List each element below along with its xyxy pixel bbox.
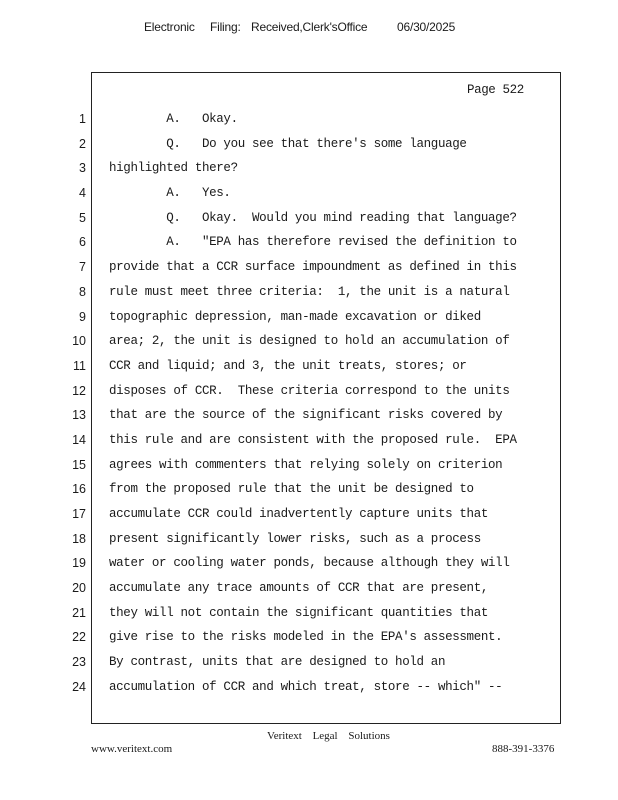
transcript-line: give rise to the risks modeled in the EPA's assessment. <box>109 630 503 645</box>
transcript-line: accumulate any trace amounts of CCR that are present, <box>109 581 489 596</box>
transcript-line: topographic depression, man-made excavation or diked <box>109 309 481 324</box>
transcript-line: Q. Do you see that there's some language <box>109 136 467 151</box>
line-number: 10 <box>72 334 86 349</box>
footer-company-word-3: Solutions <box>348 730 390 742</box>
line-number: 4 <box>79 186 86 201</box>
transcript-line: provide that a CCR surface impoundment as defined in this <box>109 260 517 275</box>
line-number: 21 <box>72 605 86 620</box>
line-number: 5 <box>79 210 86 225</box>
transcript-line: accumulate CCR could inadvertently capture units that <box>109 507 489 521</box>
footer-website: www.veritext.com <box>91 743 173 755</box>
line-number: 9 <box>79 309 86 324</box>
header-date: 06/30/2025 <box>397 20 456 34</box>
footer-company-word-1: Veritext <box>267 730 302 742</box>
line-number: 17 <box>72 507 86 521</box>
line-number: 3 <box>79 161 86 176</box>
transcript-line: highlighted there? <box>109 161 238 176</box>
line-number: 15 <box>72 457 86 472</box>
transcript-line: agrees with commenters that relying solely on criterion <box>109 457 503 472</box>
transcript-line: A. Yes. <box>109 186 231 201</box>
transcript-line: CCR and liquid; and 3, the unit treats, stores; or <box>109 358 467 373</box>
transcript-line: this rule and are consistent with the proposed rule. EPA <box>109 432 517 447</box>
footer-company-word-2: Legal <box>312 730 338 742</box>
footer-phone: 888-391-3376 <box>492 743 555 755</box>
transcript-line: water or cooling water ponds, because although they will <box>109 556 510 571</box>
line-number: 20 <box>72 581 86 596</box>
line-number: 19 <box>72 556 86 571</box>
header-received: Received,Clerk'sOffice <box>251 20 368 34</box>
transcript-line: disposes of CCR. These criteria correspond to the units <box>109 383 510 398</box>
line-number: 23 <box>72 655 86 670</box>
header-electronic: Electronic <box>144 20 195 34</box>
transcript-line: area; 2, the unit is designed to hold an accumulation of <box>109 334 510 349</box>
line-number: 1 <box>79 112 86 126</box>
line-number: 7 <box>79 260 86 275</box>
line-number: 8 <box>79 284 86 299</box>
line-number: 12 <box>72 383 86 398</box>
transcript-line: Q. Okay. Would you mind reading that language? <box>109 210 517 225</box>
line-number: 16 <box>72 482 86 497</box>
line-number: 14 <box>72 432 86 447</box>
line-number: 11 <box>73 358 86 373</box>
transcript-line: present significantly lower risks, such as a process <box>109 531 481 546</box>
line-number: 18 <box>72 531 86 546</box>
transcript-text <box>109 112 549 705</box>
line-number: 24 <box>72 679 86 694</box>
transcript-line: A. "EPA has therefore revised the definition to <box>109 235 517 250</box>
line-number: 13 <box>72 408 86 423</box>
page-number: Page 522 <box>467 83 524 97</box>
transcript-line: that are the source of the significant risks covered by <box>109 408 503 423</box>
transcript-line: they will not contain the significant quantities that <box>109 605 489 620</box>
transcript-line: accumulation of CCR and which treat, store -- which" -- <box>109 679 503 694</box>
transcript-line: from the proposed rule that the unit be designed to <box>109 482 474 497</box>
line-number: 2 <box>79 136 86 151</box>
transcript-line: rule must meet three criteria: 1, the unit is a natural <box>109 284 510 299</box>
header-filing: Filing: <box>210 20 241 34</box>
transcript-line: A. Okay. <box>109 112 238 126</box>
transcript-line: By contrast, units that are designed to hold an <box>109 655 446 670</box>
footer-company <box>267 730 398 742</box>
line-number: 22 <box>72 630 86 645</box>
line-number-column <box>60 112 86 705</box>
line-number: 6 <box>79 235 86 250</box>
